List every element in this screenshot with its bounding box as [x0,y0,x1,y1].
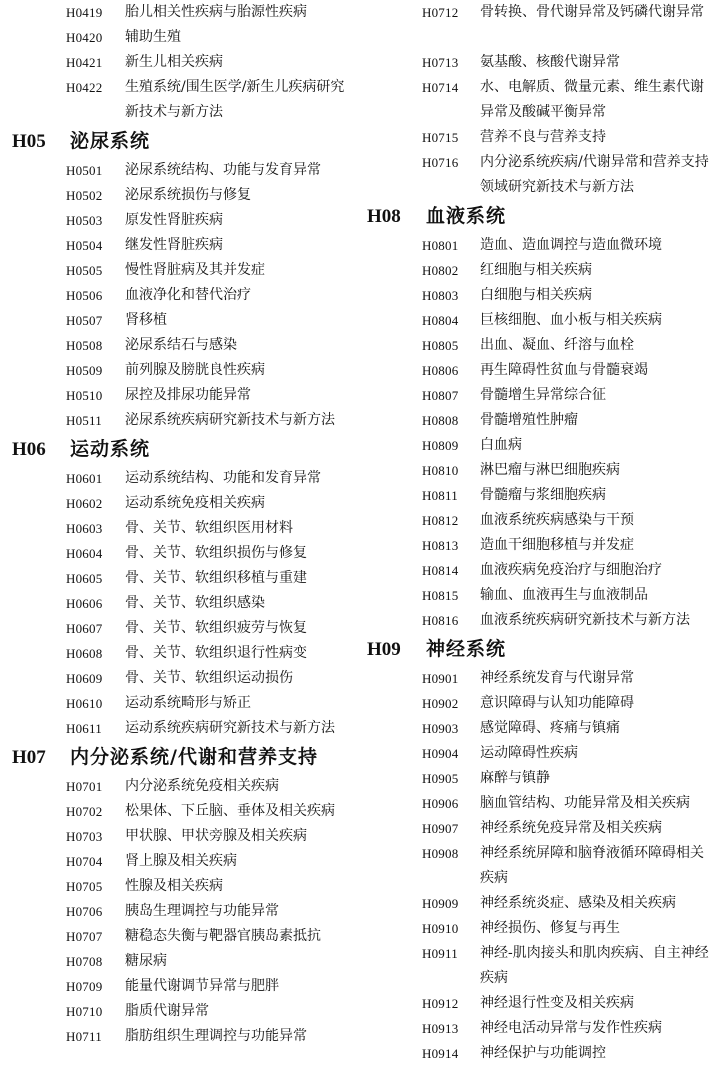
item-code: H0702 [66,804,103,819]
item-code: H0816 [422,613,459,628]
item-text: 水、电解质、微量元素、维生素代谢异常及酸碱平衡异常 [480,79,704,120]
h09-list [362,666,720,1066]
item-text: 麻醉与镇静 [480,770,550,786]
item-code: H0810 [422,463,459,478]
list-item [0,516,362,541]
list-item [362,1016,720,1041]
item-text: 骨、关节、软组织运动损伤 [125,670,293,686]
list-item [362,125,720,150]
right-column [362,0,720,1066]
list-item [362,916,720,941]
section-code: H07 [12,747,46,768]
list-item [0,591,362,616]
item-code: H0503 [66,213,103,228]
list-item [0,491,362,516]
list-item [362,533,720,558]
item-text: 前列腺及膀胱良性疾病 [125,362,265,378]
list-item [362,741,720,766]
item-text: 血液净化和替代治疗 [125,287,251,303]
item-text: 内分泌系统免疫相关疾病 [125,778,279,794]
item-code: H0801 [422,238,459,253]
item-text: 神经退行性变及相关疾病 [480,995,634,1011]
item-text: 骨髓瘤与浆细胞疾病 [480,487,606,503]
item-text: 淋巴瘤与淋巴细胞疾病 [480,462,620,478]
item-code: H0707 [66,929,103,944]
list-item [0,666,362,691]
item-text: 泌尿系统结构、功能与发育异常 [125,162,321,178]
list-item [0,50,362,75]
item-code: H0604 [66,546,103,561]
item-code: H0808 [422,413,459,428]
item-code: H0419 [66,5,103,20]
list-item [0,25,362,50]
item-code: H0809 [422,438,459,453]
item-text: 血液系统疾病感染与干预 [480,512,634,528]
list-item [0,974,362,999]
item-code: H0420 [66,30,103,45]
item-text: 肾上腺及相关疾病 [125,853,237,869]
item-code: H0908 [422,846,459,861]
item-code: H0712 [422,5,459,20]
section-heading-h05 [0,125,362,158]
item-text: 骨、关节、软组织损伤与修复 [125,545,307,561]
list-item [362,583,720,608]
item-code: H0812 [422,513,459,528]
item-code: H0509 [66,363,103,378]
item-code: H0701 [66,779,103,794]
item-code: H0903 [422,721,459,736]
h05-list [0,158,362,433]
item-code: H0706 [66,904,103,919]
item-text: 辅助生殖 [125,29,181,45]
item-code: H0501 [66,163,103,178]
h06-list [0,466,362,741]
item-code: H0504 [66,238,103,253]
list-item [362,666,720,691]
item-code: H0907 [422,821,459,836]
item-text: 新生儿相关疾病 [125,54,223,70]
item-text: 尿控及排尿功能异常 [125,387,251,403]
item-text: 再生障碍性贫血与骨髓衰竭 [480,362,648,378]
list-item [0,208,362,233]
item-code: H0906 [422,796,459,811]
item-text: 骨转换、骨代谢异常及钙磷代谢异常 [480,4,704,20]
item-text: 造血干细胞移植与并发症 [480,537,634,553]
section-code: H06 [12,439,46,460]
list-item [0,691,362,716]
item-code: H0511 [66,413,102,428]
list-item [362,508,720,533]
item-text: 泌尿系统损伤与修复 [125,187,251,203]
item-code: H0609 [66,671,103,686]
item-text: 糖稳态失衡与靶器官胰岛素抵抗 [125,928,321,944]
list-item [362,841,720,891]
item-text: 血液系统疾病研究新技术与新方法 [480,612,690,628]
list-item [0,1024,362,1049]
item-code: H0815 [422,588,459,603]
list-item [362,891,720,916]
item-code: H0910 [422,921,459,936]
list-item [362,75,720,125]
list-item [362,716,720,741]
section-code: H08 [367,206,401,227]
item-code: H0713 [422,55,459,70]
item-code: H0606 [66,596,103,611]
item-code: H0508 [66,338,103,353]
list-item [362,558,720,583]
item-text: 血液疾病免疫治疗与细胞治疗 [480,562,662,578]
list-item [0,308,362,333]
list-item [0,616,362,641]
item-text: 脑血管结构、功能异常及相关疾病 [480,795,690,811]
item-text: 神经-肌肉接头和肌肉疾病、自主神经疾病 [480,945,709,986]
item-code: H0505 [66,263,103,278]
list-item [362,991,720,1016]
item-text: 脂质代谢异常 [125,1003,209,1019]
list-item [0,566,362,591]
item-code: H0914 [422,1046,459,1061]
list-item [362,383,720,408]
item-text: 糖尿病 [125,953,167,969]
item-code: H0912 [422,996,459,1011]
item-text: 生殖系统/围生医学/新生儿疾病研究新技术与新方法 [125,79,345,120]
item-text: 神经系统屏障和脑脊液循环障碍相关疾病 [480,845,704,886]
list-item [0,874,362,899]
item-text: 骨、关节、软组织医用材料 [125,520,293,536]
item-code: H0705 [66,879,103,894]
list-item [0,799,362,824]
list-item [362,50,720,75]
item-text: 出血、凝血、纤溶与血栓 [480,337,634,353]
h07-continued-list [362,0,720,200]
list-item [362,308,720,333]
section-code: H09 [367,639,401,660]
item-text: 神经系统发育与代谢异常 [480,670,634,686]
item-code: H0803 [422,288,459,303]
item-code: H0610 [66,696,103,711]
list-item [362,816,720,841]
item-code: H0911 [422,946,458,961]
list-item [0,466,362,491]
item-code: H0703 [66,829,103,844]
list-item [362,608,720,633]
item-code: H0601 [66,471,103,486]
item-text: 神经损伤、修复与再生 [480,920,620,936]
item-text: 运动系统免疫相关疾病 [125,495,265,511]
item-text: 原发性肾脏疾病 [125,212,223,228]
list-item [362,433,720,458]
list-item [0,949,362,974]
item-text: 慢性肾脏病及其并发症 [125,262,265,278]
item-code: H0806 [422,363,459,378]
list-item [0,408,362,433]
section-title: 血液系统 [426,205,507,227]
list-item [362,233,720,258]
item-code: H0709 [66,979,103,994]
list-item [0,849,362,874]
item-code: H0802 [422,263,459,278]
section-heading-h07 [0,741,362,774]
list-item [362,408,720,433]
item-code: H0507 [66,313,103,328]
item-text: 肾移植 [125,312,167,328]
item-code: H0710 [66,1004,103,1019]
section-title: 神经系统 [426,638,507,660]
section-heading-h09 [362,633,720,666]
item-code: H0813 [422,538,459,553]
list-item [0,924,362,949]
section-title: 内分泌系统/代谢和营养支持 [70,746,318,768]
item-code: H0714 [422,80,459,95]
list-item [362,283,720,308]
list-item [0,999,362,1024]
section-title: 泌尿系统 [70,130,151,152]
item-text: 运动系统畸形与矫正 [125,695,251,711]
item-text: 氨基酸、核酸代谢异常 [480,54,620,70]
item-code: H0510 [66,388,103,403]
item-code: H0804 [422,313,459,328]
section-code: H05 [12,131,46,152]
item-text: 脂肪组织生理调控与功能异常 [125,1028,307,1044]
item-text: 神经电活动异常与发作性疾病 [480,1020,662,1036]
section-heading-h06 [0,433,362,466]
list-item [0,183,362,208]
list-item [0,541,362,566]
list-item [0,258,362,283]
list-item [0,774,362,799]
item-text: 内分泌系统疾病/代谢异常和营养支持领域研究新技术与新方法 [480,154,709,195]
list-item [0,716,362,741]
list-item [0,824,362,849]
list-item [0,641,362,666]
list-item [362,691,720,716]
item-code: H0711 [66,1029,102,1044]
list-item [362,0,720,50]
list-item [362,150,720,200]
left-column [0,0,362,1049]
item-code: H0913 [422,1021,459,1036]
item-code: H0904 [422,746,459,761]
item-code: H0502 [66,188,103,203]
item-text: 造血、造血调控与造血微环境 [480,237,662,253]
list-item [362,458,720,483]
item-code: H0902 [422,696,459,711]
item-text: 神经系统免疫异常及相关疾病 [480,820,662,836]
list-item [0,899,362,924]
item-text: 骨、关节、软组织疲劳与恢复 [125,620,307,636]
item-code: H0811 [422,488,458,503]
list-item [362,333,720,358]
item-text: 输血、血液再生与血液制品 [480,587,648,603]
item-code: H0422 [66,80,103,95]
list-item [362,258,720,283]
item-text: 泌尿系统疾病研究新技术与新方法 [125,412,335,428]
item-code: H0608 [66,646,103,661]
item-text: 继发性肾脏疾病 [125,237,223,253]
item-text: 运动系统疾病研究新技术与新方法 [125,720,335,736]
item-code: H0603 [66,521,103,536]
list-item [0,333,362,358]
list-item [362,941,720,991]
item-code: H0605 [66,571,103,586]
section-heading-h08 [362,200,720,233]
item-code: H0704 [66,854,103,869]
item-text: 泌尿系结石与感染 [125,337,237,353]
item-text: 松果体、下丘脑、垂体及相关疾病 [125,803,335,819]
list-item [0,75,362,125]
item-text: 骨、关节、软组织感染 [125,595,265,611]
item-text: 骨髓增生异常综合征 [480,387,606,403]
h08-list [362,233,720,633]
list-item [0,158,362,183]
list-item [362,766,720,791]
item-text: 能量代谢调节异常与肥胖 [125,978,279,994]
item-text: 营养不良与营养支持 [480,129,606,145]
list-item [0,383,362,408]
section-title: 运动系统 [70,438,151,460]
item-code: H0607 [66,621,103,636]
item-text: 骨、关节、软组织退行性病变 [125,645,307,661]
item-text: 神经保护与功能调控 [480,1045,606,1061]
item-text: 意识障碍与认知功能障碍 [480,695,634,711]
item-text: 胎儿相关性疾病与胎源性疾病 [125,4,307,20]
item-code: H0708 [66,954,103,969]
item-text: 胰岛生理调控与功能异常 [125,903,279,919]
item-text: 运动系统结构、功能和发育异常 [125,470,321,486]
list-item [362,1041,720,1066]
item-text: 神经系统炎症、感染及相关疾病 [480,895,676,911]
list-item [0,233,362,258]
item-text: 白细胞与相关疾病 [480,287,592,303]
h07-list [0,774,362,1049]
item-text: 巨核细胞、血小板与相关疾病 [480,312,662,328]
list-item [362,483,720,508]
item-text: 感觉障碍、疼痛与镇痛 [480,720,620,736]
list-item [362,791,720,816]
item-code: H0909 [422,896,459,911]
item-code: H0901 [422,671,459,686]
item-code: H0506 [66,288,103,303]
item-code: H0715 [422,130,459,145]
list-item [0,0,362,25]
item-text: 骨、关节、软组织移植与重建 [125,570,307,586]
item-text: 白血病 [480,437,522,453]
item-text: 甲状腺、甲状旁腺及相关疾病 [125,828,307,844]
list-item [362,358,720,383]
item-text: 红细胞与相关疾病 [480,262,592,278]
h04-continued-list [0,0,362,125]
item-text: 运动障碍性疾病 [480,745,578,761]
item-code: H0905 [422,771,459,786]
item-code: H0814 [422,563,459,578]
list-item [0,358,362,383]
item-text: 骨髓增殖性肿瘤 [480,412,578,428]
item-code: H0611 [66,721,102,736]
item-code: H0421 [66,55,103,70]
item-code: H0807 [422,388,459,403]
list-item [0,283,362,308]
item-code: H0716 [422,155,459,170]
item-text: 性腺及相关疾病 [125,878,223,894]
item-code: H0602 [66,496,103,511]
item-code: H0805 [422,338,459,353]
